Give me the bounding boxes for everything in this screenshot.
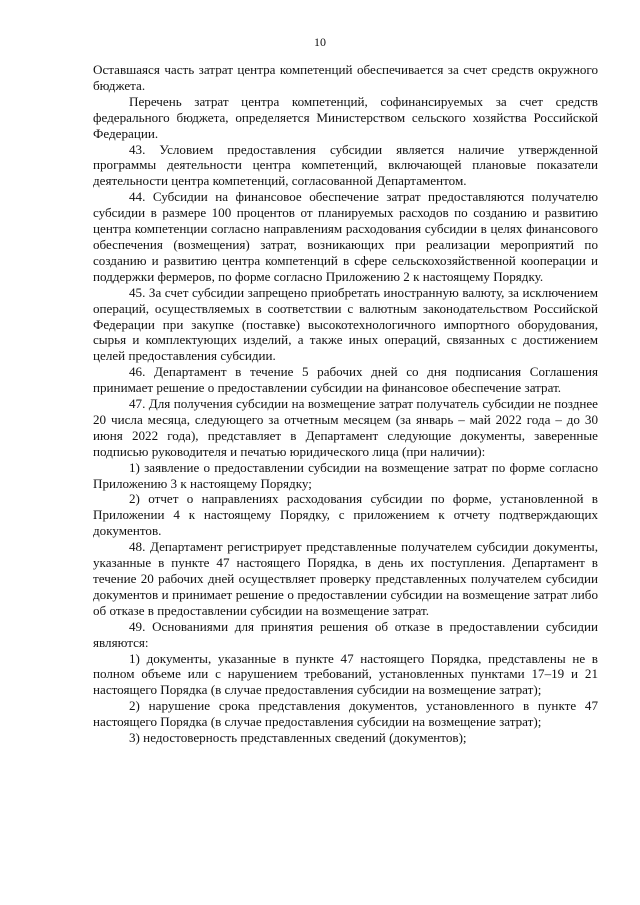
paragraph-47-item-1: 1) заявление о предоставлении субсидии на возмещение затрат по форме согласно Приложению 3 к настоящему Порядку; <box>93 459 598 491</box>
paragraph-44: 44. Субсидии на финансовое обеспечение затрат предоставляются получателю субсидии в размере 100 процентов от планируемых расходов по созданию и развитию центра компетенции согласно направлениям расходования субсидии в целях финансового обеспечения (возмещения) затрат, возникающих при реализации мероприятий по созданию и развитию центра компетенций в сфере сельскохозяйственной кооперации и поддержки фермеров, по форме согласно Приложению 2 к настоящему Порядку. <box>93 189 598 284</box>
paragraph-45: 45. За счет субсидии запрещено приобретать иностранную валюту, за исключением операций, осуществляемых в соответствии с валютным законодательством Российской Федерации при закупке (поставке) высокотехнологичного импортного оборудования, сырья и комплектующих изделий, а также иных операций, связанных с достижением целей предоставления субсидии. <box>93 284 598 364</box>
paragraph-cost-list: Перечень затрат центра компетенций, софинансируемых за счет средств федерального бюджета, определяется Министерством сельского хозяйства Российской Федерации. <box>93 93 598 141</box>
paragraph-43: 43. Условием предоставления субсидии является наличие утвержденной программы деятельности центра компетенций, включающей плановые показатели деятельности центра компетенций, согласованной Департаментом. <box>93 141 598 189</box>
paragraph-49-item-3: 3) недостоверность представленных сведений (документов); <box>129 730 467 746</box>
paragraph-47: 47. Для получения субсидии на возмещение затрат получатель субсидии не позднее 20 числа месяца, следующего за отчетным месяцем (за январь – май 2022 года – до 30 июня 2022 года), представляет в Департамент следующие документы, заверенные подписью руководителя и печатью юридического лица (при наличии): <box>93 396 598 459</box>
paragraph-46: 46. Департамент в течение 5 рабочих дней со дня подписания Соглашения принимает решение о предоставлении субсидии на финансовое обеспечение затрат. <box>93 364 598 396</box>
paragraph-49-item-2: 2) нарушение срока представления документов, установленного в пункте 47 настоящего Порядка (в случае предоставления субсидии на возмещение затрат); <box>93 698 598 730</box>
page-number: 10 <box>314 35 326 49</box>
document-body <box>93 62 598 746</box>
paragraph-49: 49. Основаниями для принятия решения об отказе в предоставлении субсидии являются: <box>93 618 598 650</box>
paragraph-48: 48. Департамент регистрирует представленные получателем субсидии документы, указанные в пункте 47 настоящего Порядка, в день их поступления. Департамент в течение 20 рабочих дней осуществляет проверку представленных получателем субсидии документов и принимает решение о предоставлении субсидии на возмещение затрат либо об отказе в предоставлении субсидии на возмещение затрат. <box>93 539 598 618</box>
paragraph-47-item-2: 2) отчет о направлениях расходования субсидии по форме, установленной в Приложении 4 к настоящему Порядку, с приложением к отчету подтверждающих документов. <box>93 491 598 539</box>
paragraph-49-item-1: 1) документы, указанные в пункте 47 настоящего Порядка, представлены не в полном объеме или с нарушением требований, установленных пунктами 17–19 и 21 настоящего Порядка (в случае предоставления субсидии на возмещение затрат); <box>93 650 598 698</box>
paragraph-budget-remainder: Оставшаяся часть затрат центра компетенций обеспечивается за счет средств окружного бюджета. <box>93 62 598 93</box>
